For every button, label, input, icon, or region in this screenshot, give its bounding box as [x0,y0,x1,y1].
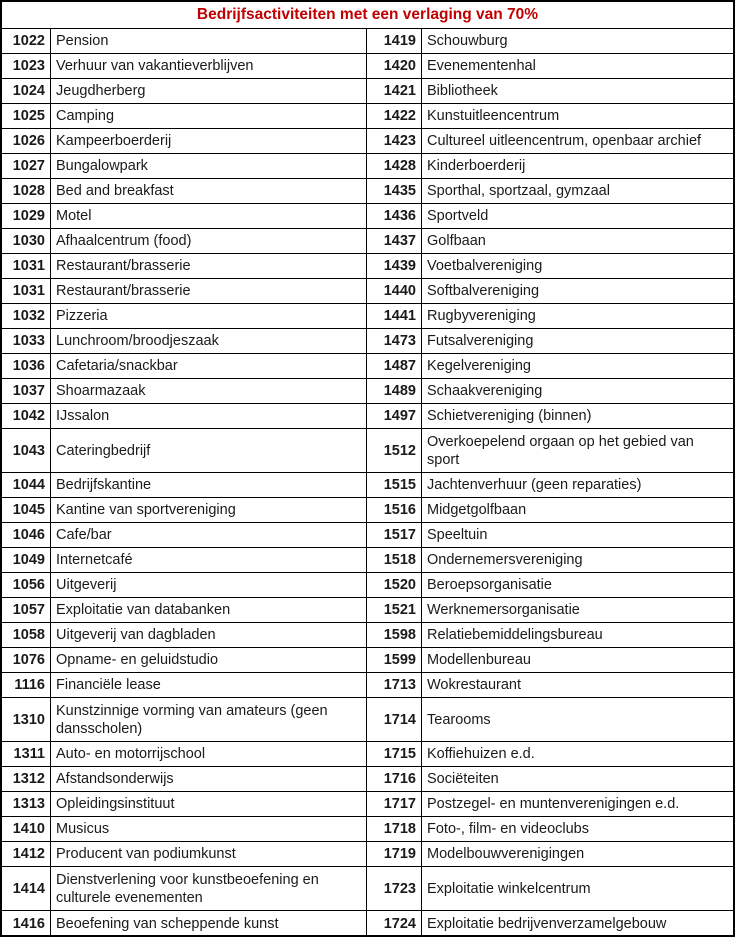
activity-code-right: 1428 [367,154,422,178]
activity-description-right: Speeltuin [427,527,488,543]
table-row [2,742,733,767]
table-row [2,179,733,204]
table-row [2,104,733,129]
activity-description-left: Motel [51,204,367,228]
activity-description-left: Producent van podiumkunst [51,842,367,866]
activity-description-left: Jeugdherberg [51,79,367,103]
activity-code-right: 1435 [367,179,422,203]
table-row [2,673,733,698]
activity-code-left: 1022 [2,29,51,53]
activity-code-left: 1026 [2,129,51,153]
activity-code-right: 1724 [367,911,422,936]
activity-description-left: Afstandsonderwijs [51,767,367,791]
activity-description-right: Foto-, film- en videoclubs [427,821,589,837]
activity-code-right: 1497 [367,404,422,428]
table-row [2,404,733,429]
activity-description-left: Verhuur van vakantieverblijven [51,54,367,78]
activity-description-left: Musicus [51,817,367,841]
activity-description-right: Sportveld [427,208,489,224]
activity-description-left: Exploitatie van databanken [51,598,367,622]
activity-code-left: 1032 [2,304,51,328]
activity-code-left: 1028 [2,179,51,203]
activity-description-left: Restaurant/brasserie [51,279,367,303]
activity-description-left: Restaurant/brasserie [51,254,367,278]
table-row [2,698,733,742]
activity-description-right: Bibliotheek [427,83,498,99]
activity-code-left: 1029 [2,204,51,228]
activity-description-right: Postzegel- en muntenverenigingen e.d. [427,796,680,812]
activity-description-left: Bungalowpark [51,154,367,178]
activity-description-left: Cafe/bar [51,523,367,547]
activity-code-right: 1714 [367,698,422,741]
activity-code-right: 1598 [367,623,422,647]
activity-code-left: 1023 [2,54,51,78]
activity-code-left: 1037 [2,379,51,403]
activity-code-left: 1116 [2,673,51,697]
activity-code-left: 1027 [2,154,51,178]
activity-description-left: Lunchroom/broodjeszaak [51,329,367,353]
activity-description-left: IJssalon [51,404,367,428]
activity-description-right: Overkoepelend orgaan op het gebied van sport [427,433,694,468]
activity-code-right: 1420 [367,54,422,78]
activity-code-right: 1439 [367,254,422,278]
activity-code-right: 1520 [367,573,422,597]
activity-description-right: Sociëteiten [427,771,499,787]
activity-description-right: Jachtenverhuur (geen reparaties) [427,477,642,493]
activity-code-right: 1473 [367,329,422,353]
activity-description-left: Beoefening van scheppende kunst [51,911,367,936]
activity-description-left: Shoarmazaak [51,379,367,403]
activity-code-right: 1715 [367,742,422,766]
activity-description-right: Schaakvereniging [427,383,543,399]
activity-description-right: Kegelvereniging [427,358,531,374]
activity-description-left: Dienstverlening voor kunstbeoefening en culturele evenementen [51,867,367,910]
activity-description-right: Modellenbureau [427,652,531,668]
activity-code-left: 1056 [2,573,51,597]
table-body [2,29,733,936]
table-row [2,548,733,573]
activity-description-right: Rugbyvereniging [427,308,536,324]
activity-description-right: Voetbalvereniging [427,258,543,274]
activity-description-right: Kinderboerderij [427,158,526,174]
activity-code-left: 1311 [2,742,51,766]
activity-description-left: Pension [51,29,367,53]
activity-description-left: Opname- en geluidstudio [51,648,367,672]
table-row [2,867,733,911]
activity-code-left: 1031 [2,254,51,278]
table-row [2,523,733,548]
activity-description-left: Bed and breakfast [51,179,367,203]
activity-description-right: Exploitatie winkelcentrum [427,880,591,897]
table-title: Bedrijfsactiviteiten met een verlaging van 70% [2,2,733,29]
activity-code-right: 1713 [367,673,422,697]
activity-code-left: 1049 [2,548,51,572]
activity-code-right: 1515 [367,473,422,497]
activity-code-right: 1421 [367,79,422,103]
activity-code-left: 1024 [2,79,51,103]
activity-description-left: Uitgeverij [51,573,367,597]
table-row [2,648,733,673]
table-row [2,842,733,867]
activity-code-right: 1436 [367,204,422,228]
activity-code-left: 1031 [2,279,51,303]
activity-code-right: 1518 [367,548,422,572]
table-row [2,379,733,404]
table-row [2,817,733,842]
activity-description-right: Wokrestaurant [427,677,522,693]
activity-code-left: 1414 [2,867,51,910]
activity-description-right: Futsalvereniging [427,333,534,349]
table-row [2,573,733,598]
activity-description-left: Uitgeverij van dagbladen [51,623,367,647]
activity-code-right: 1517 [367,523,422,547]
activity-code-left: 1057 [2,598,51,622]
activity-description-left: Internetcafé [51,548,367,572]
activity-code-right: 1516 [367,498,422,522]
activity-description-right: Schietvereniging (binnen) [427,408,592,424]
activity-description-left: Camping [51,104,367,128]
activity-description-right: Exploitatie bedrijvenverzamelgebouw [427,915,667,932]
activity-code-right: 1599 [367,648,422,672]
activity-description-left: Bedrijfskantine [51,473,367,497]
activity-code-right: 1521 [367,598,422,622]
activity-description-right: Werknemersorganisatie [427,602,580,618]
activity-description-left: Cafetaria/snackbar [51,354,367,378]
activity-code-right: 1441 [367,304,422,328]
activity-description-right: Softbalvereniging [427,283,540,299]
activity-code-left: 1046 [2,523,51,547]
activity-code-left: 1044 [2,473,51,497]
activity-code-left: 1033 [2,329,51,353]
table-row [2,911,733,936]
activity-description-right: Schouwburg [427,33,508,49]
activity-description-right: Modelbouwverenigingen [427,846,585,862]
activity-code-left: 1312 [2,767,51,791]
table-row [2,429,733,473]
activity-description-left: Kampeerboerderij [51,129,367,153]
table-row [2,792,733,817]
activity-code-right: 1716 [367,767,422,791]
activity-code-right: 1419 [367,29,422,53]
activity-code-left: 1042 [2,404,51,428]
activity-code-left: 1043 [2,429,51,472]
table-row [2,279,733,304]
activity-description-right: Golfbaan [427,233,486,249]
activity-code-left: 1313 [2,792,51,816]
activity-code-left: 1058 [2,623,51,647]
activity-description-left: Kunstzinnige vorming van amateurs (geen dansscholen) [51,698,367,741]
activity-code-right: 1489 [367,379,422,403]
table-row [2,254,733,279]
activity-code-left: 1410 [2,817,51,841]
activity-code-left: 1412 [2,842,51,866]
activity-description-right: Beroepsorganisatie [427,577,552,593]
table-row [2,329,733,354]
table-row [2,29,733,54]
activity-code-left: 1416 [2,911,51,936]
activity-code-right: 1440 [367,279,422,303]
table-row [2,304,733,329]
activity-code-left: 1310 [2,698,51,741]
activity-description-right: Relatiebemiddelingsbureau [427,627,603,643]
activity-description-right: Ondernemersvereniging [427,552,583,568]
activity-description-right: Evenementenhal [427,58,536,74]
table-row [2,79,733,104]
activity-description-right: Kunstuitleencentrum [427,108,560,124]
table-row [2,498,733,523]
activity-description-left: Financiële lease [51,673,367,697]
activity-code-right: 1423 [367,129,422,153]
activity-description-right: Koffiehuizen e.d. [427,746,535,762]
activity-description-left: Pizzeria [51,304,367,328]
activity-code-right: 1422 [367,104,422,128]
activity-code-right: 1718 [367,817,422,841]
table-row [2,154,733,179]
activity-description-right: Sporthal, sportzaal, gymzaal [427,183,610,199]
table-row [2,767,733,792]
activity-description-right: Midgetgolfbaan [427,502,527,518]
activity-code-right: 1717 [367,792,422,816]
activity-code-left: 1025 [2,104,51,128]
activity-code-left: 1076 [2,648,51,672]
activity-code-right: 1487 [367,354,422,378]
activity-code-right: 1719 [367,842,422,866]
table-row [2,354,733,379]
table-row [2,598,733,623]
table-row [2,204,733,229]
activity-code-left: 1030 [2,229,51,253]
activity-code-left: 1045 [2,498,51,522]
activity-description-right: Tearooms [427,711,491,728]
activity-code-right: 1512 [367,429,422,472]
table-row [2,229,733,254]
activity-code-right: 1437 [367,229,422,253]
table-row [2,129,733,154]
activity-description-left: Opleidingsinstituut [51,792,367,816]
activity-description-left: Afhaalcentrum (food) [51,229,367,253]
table-row [2,54,733,79]
activity-code-left: 1036 [2,354,51,378]
table-row [2,623,733,648]
table-row [2,473,733,498]
activity-code-right: 1723 [367,867,422,910]
activity-description-left: Cateringbedrijf [51,429,367,472]
activity-description-right: Cultureel uitleencentrum, openbaar archief [427,133,702,149]
activity-description-left: Kantine van sportvereniging [51,498,367,522]
activity-description-left: Auto- en motorrijschool [51,742,367,766]
